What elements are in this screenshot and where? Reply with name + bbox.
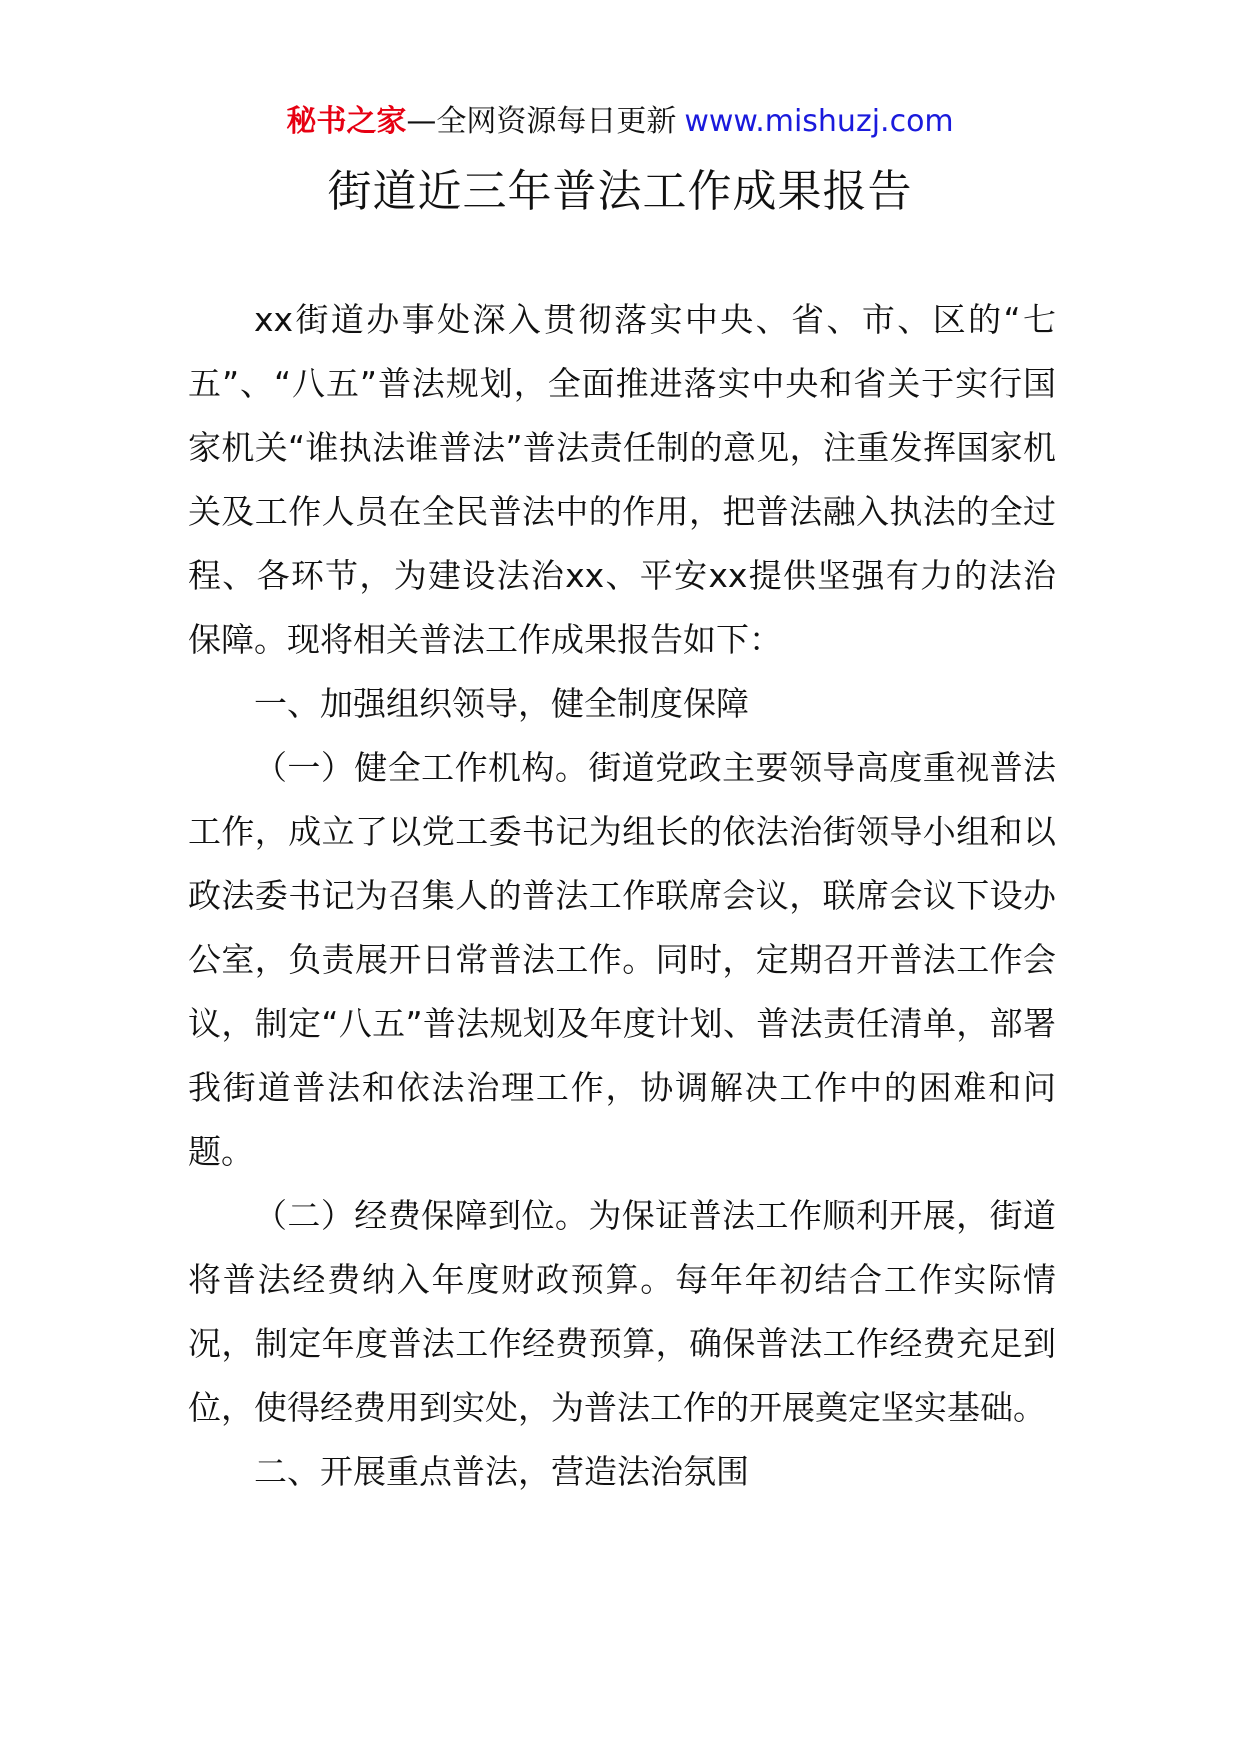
section-heading-1: 一、加强组织领导，健全制度保障	[254, 684, 749, 723]
document-title: 街道近三年普法工作成果报告	[327, 166, 913, 217]
subsection-paragraph-2: （二）经费保障到位。为保证普法工作顺利开展，街道将普法经费纳入年度财政预算。每年年初结合工作实际情况，制定年度普法工作经费预算，确保普法工作经费充足到位，使得经费用到实处，为普法工作的开展奠定坚实基础。	[188, 1196, 1056, 1427]
section-heading-2: 二、开展重点普法，营造法治氛围	[254, 1452, 749, 1491]
document-body	[188, 288, 1056, 1504]
banner-slogan: —全网资源每日更新	[406, 104, 677, 139]
intro-paragraph: xx街道办事处深入贯彻落实中央、省、市、区的“七五”、“八五”普法规划，全面推进落实中央和省关于实行国家机关“谁执法谁普法”普法责任制的意见，注重发挥国家机关及工作人员在全民普法中的作用，把普法融入执法的全过程、各环节，为建设法治xx、平安xx提供坚强有力的法治保障。现将相关普法工作成果报告如下：	[188, 300, 1056, 659]
banner-url-link[interactable]: www.mishuzj.com	[684, 104, 954, 139]
subsection-paragraph-1: （一）健全工作机构。街道党政主要领导高度重视普法工作，成立了以党工委书记为组长的依法治街领导小组和以政法委书记为召集人的普法工作联席会议，联席会议下设办公室，负责展开日常普法工作。同时，定期召开普法工作会议，制定“八五”普法规划及年度计划、普法责任清单，部署我街道普法和依法治理工作，协调解决工作中的困难和问题。	[188, 748, 1056, 1171]
banner-brand: 秘书之家	[286, 104, 407, 139]
site-banner	[0, 100, 1240, 144]
